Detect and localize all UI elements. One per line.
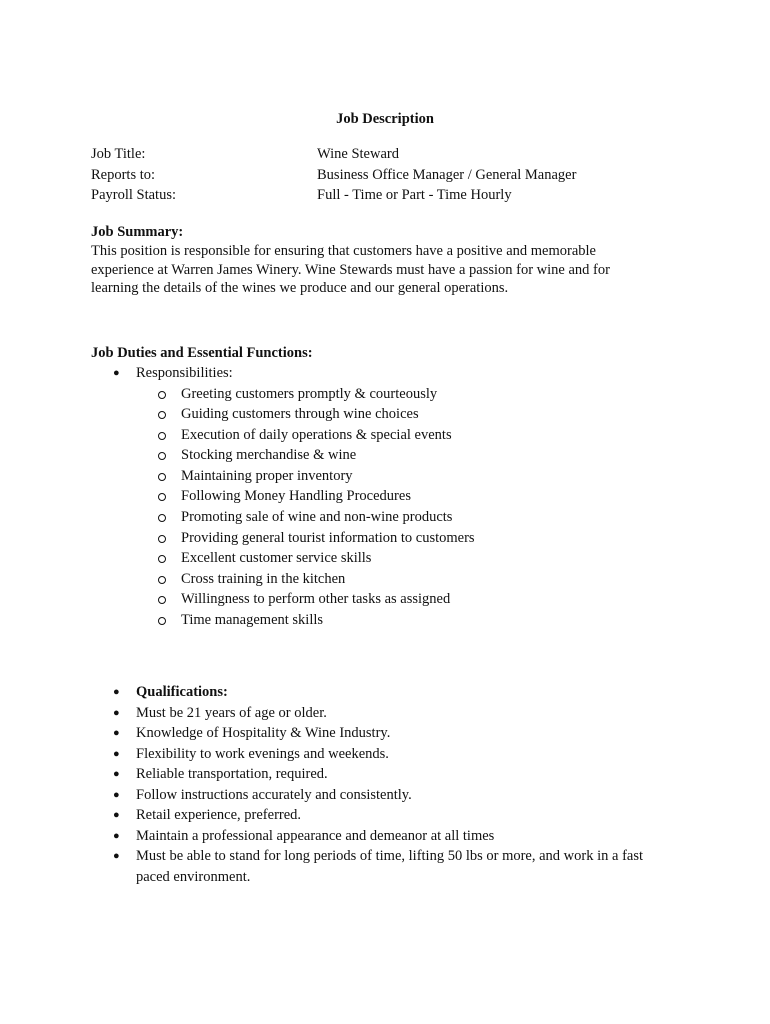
info-row-payroll-status [91,185,691,206]
info-row-reports-to [91,165,691,186]
hollow-circle-bullet-icon [158,596,166,604]
info-label: Reports to: [91,166,156,183]
responsibility-item [0,610,770,631]
bullet-icon: ● [113,809,120,821]
hollow-circle-bullet-icon [158,473,166,481]
qualification-text: Must be able to stand for long periods of time, lifting 50 lbs or more, and work in a fast paced environment. [136,848,644,885]
responsibility-text: Maintaining proper inventory [181,467,353,484]
responsibilities-list [0,363,770,631]
responsibility-text: Guiding customers through wine choices [181,406,419,423]
responsibility-item [0,404,770,425]
qualification-item [0,846,770,887]
responsibilities-label: Responsibilities: [136,365,233,381]
responsibility-item [0,384,770,405]
summary-heading: Job Summary: [91,224,184,240]
qualification-item [0,723,770,744]
responsibility-text: Excellent customer service skills [181,550,372,567]
qualifications-heading-item [0,682,770,703]
bullet-icon: ● [113,727,120,739]
bullet-icon: ● [113,829,120,842]
responsibility-item [0,569,770,590]
info-row-job-title [91,144,691,165]
summary-paragraph: This position is responsible for ensuring that customers have a positive and memorable experience at Warren James Winery. Wine Stewards must have a passion for wine and for learning the details of the wines we produce and our general operations. [91,243,610,296]
responsibility-text: Willingness to perform other tasks as assigned [181,591,451,608]
bullet-icon: ● [113,747,120,760]
info-label: Payroll Status: [91,187,176,203]
responsibility-item [0,466,770,487]
info-value: Wine Steward [317,146,399,162]
responsibility-item [0,528,770,549]
qualification-text: Must be 21 years of age or older. [136,704,327,721]
document-title: Job Description [336,111,434,127]
qualification-item [0,785,770,806]
bullet-icon: ● [113,686,120,698]
info-label: Job Title: [91,146,146,162]
bullet-icon: ● [113,367,120,379]
responsibility-item [0,548,770,569]
hollow-circle-bullet-icon [158,391,166,399]
qualifications-list [0,682,770,887]
qualification-text: Maintain a professional appearance and demeanor at all times [136,827,495,844]
responsibilities-item [0,363,770,384]
qualification-text: Flexibility to work evenings and weekends. [136,745,389,762]
responsibility-text: Greeting customers promptly & courteously [181,385,438,402]
responsibility-text: Stocking merchandise & wine [181,447,357,464]
responsibility-item [0,507,770,528]
qualification-text: Reliable transportation, required. [136,766,328,782]
hollow-circle-bullet-icon [158,432,166,440]
bullet-icon: ● [113,850,120,862]
responsibility-text: Time management skills [181,612,324,629]
hollow-circle-bullet-icon [158,411,166,419]
job-info-table [91,144,691,206]
info-value: Full - Time or Part - Time Hourly [317,187,512,203]
responsibility-text: Following Money Handling Procedures [181,488,411,505]
qualification-item [0,744,770,765]
responsibility-item [0,425,770,446]
hollow-circle-bullet-icon [158,617,166,625]
hollow-circle-bullet-icon [158,514,166,522]
hollow-circle-bullet-icon [158,535,166,543]
responsibility-text: Providing general tourist information to customers [181,529,475,546]
responsibility-text: Cross training in the kitchen [181,570,346,587]
responsibility-item [0,445,770,466]
bullet-icon: ● [113,768,120,780]
bullet-icon: ● [113,706,120,719]
qualification-item [0,805,770,826]
hollow-circle-bullet-icon [158,493,166,501]
responsibility-item [0,486,770,507]
qualification-item [0,826,770,847]
hollow-circle-bullet-icon [158,452,166,460]
qualifications-heading: Qualifications: [136,684,228,700]
hollow-circle-bullet-icon [158,576,166,584]
info-value: Business Office Manager / General Manager [317,166,577,183]
responsibilities-sub-list [0,384,770,631]
bullet-icon: ● [113,788,120,801]
duties-heading: Job Duties and Essential Functions: [91,345,313,361]
qualification-item [0,764,770,785]
responsibility-text: Execution of daily operations & special events [181,426,452,443]
responsibility-item [0,589,770,610]
qualification-text: Follow instructions accurately and consistently. [136,786,412,803]
hollow-circle-bullet-icon [158,555,166,563]
qualification-text: Knowledge of Hospitality & Wine Industry. [136,725,391,741]
responsibility-text: Promoting sale of wine and non-wine products [181,509,453,526]
qualification-item [0,703,770,724]
qualification-text: Retail experience, preferred. [136,807,302,823]
